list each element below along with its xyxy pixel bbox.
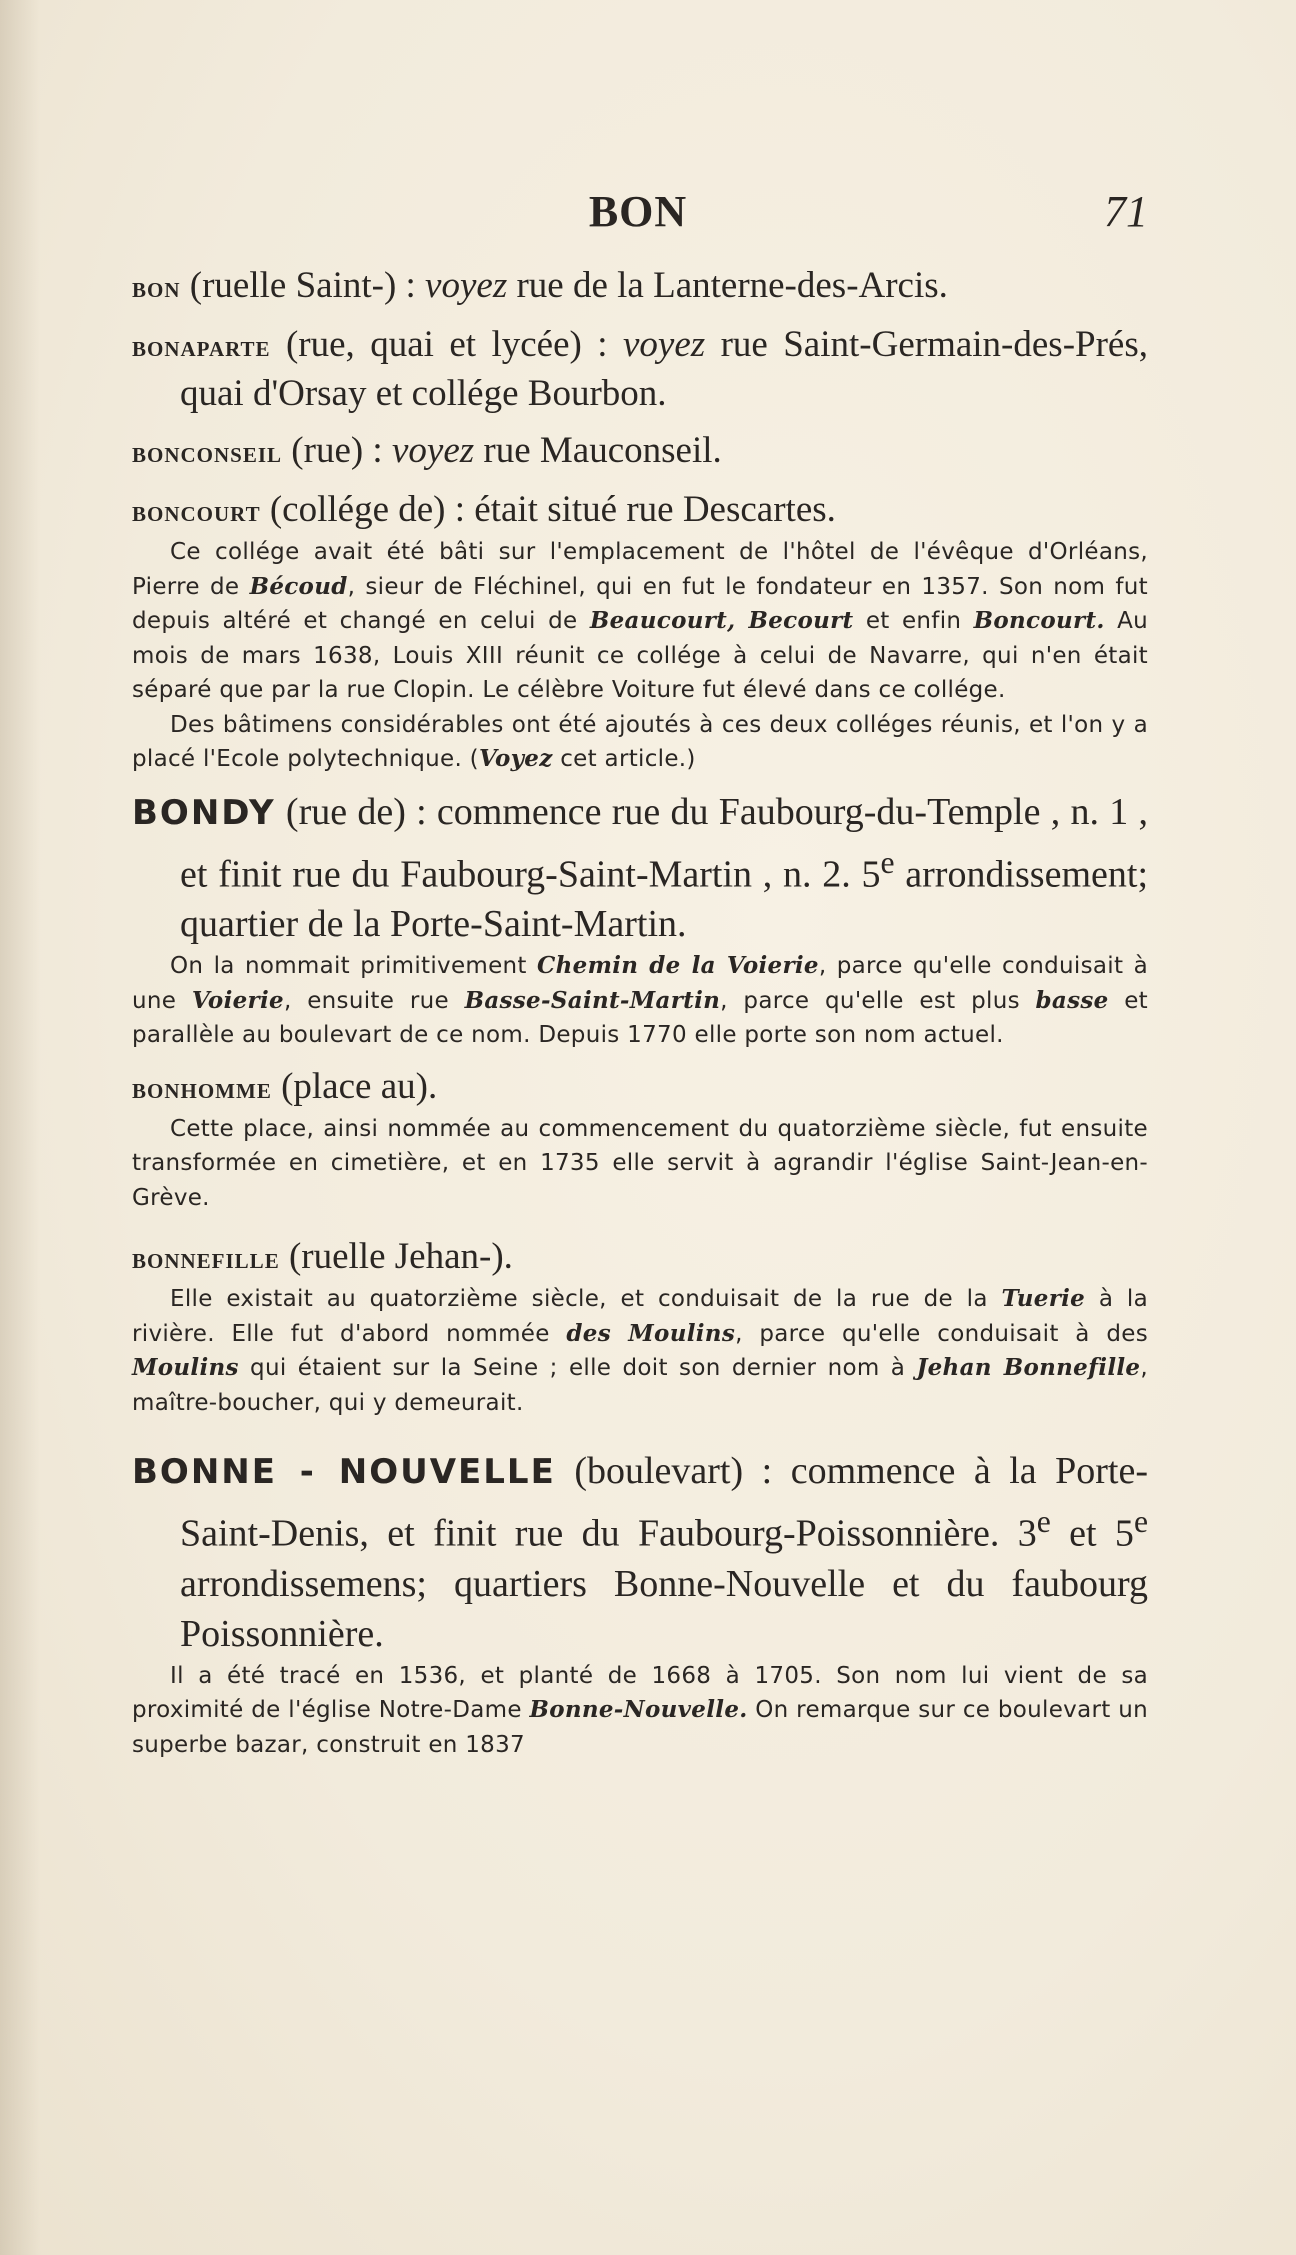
headword: BONNE - NOUVELLE: [132, 1452, 556, 1493]
body-text: Au mois de mars 1638, Louis XIII réunit ce collége à celui de Navarre, qui n'en était séparé que par la rue Clopin. Le célèbre Voiture fut élevé dans ce collége.: [132, 608, 1148, 703]
headword: BONDY: [132, 792, 276, 833]
body-text: Elle existait au quatorzième siècle, et conduisait de la rue de la: [170, 1286, 1002, 1313]
body-italic: des Moulins: [566, 1319, 736, 1347]
entry-text: (ruelle Saint-) :: [180, 265, 426, 306]
entry-text: (rue, quai et lycée) :: [270, 324, 623, 365]
entry-text: (boulevart) : commence à la Porte-Saint-Denis, et finit rue du Faubourg-Poissonnière. 3: [180, 1450, 1148, 1555]
headword: boncourt: [132, 495, 261, 528]
superscript: e: [880, 844, 895, 880]
entry-text: rue Saint-Germain-des-Prés, quai d'Orsay et collége Bourbon.: [180, 324, 1148, 414]
headword: bonnefille: [132, 1242, 280, 1276]
entry-text: rue Mauconseil.: [474, 430, 722, 471]
body-text: On la nommait primitivement: [170, 953, 538, 980]
body-italic: Moulins: [132, 1354, 239, 1382]
body-text: , sieur de Fléchinel, qui en fut le fondateur en 1357. Son nom fut depuis altéré et changé en celui de: [132, 573, 1148, 634]
entry-body-paragraph: [132, 949, 1148, 1053]
entry-italic: voyez: [391, 430, 475, 471]
spine-shadow: [0, 0, 40, 2255]
body-italic: basse: [1035, 986, 1109, 1014]
body-text: Ce collége avait été bâti sur l'emplacement de l'hôtel de l'évêque d'Orléans, Pierre de: [132, 539, 1148, 600]
entry-text: arrondissement; quartier de la Porte-Saint-Martin.: [180, 853, 1148, 946]
body-italic: Boncourt.: [973, 607, 1105, 634]
body-text: , parce qu'elle est plus: [720, 987, 1036, 1014]
body-text: , parce qu'elle conduisait à des: [735, 1320, 1148, 1347]
entry-bonne-nouvelle: [132, 1446, 1148, 1659]
body-text: , maître-boucher, qui y demeurait.: [132, 1355, 1148, 1416]
entry-text: et 5: [1050, 1512, 1134, 1555]
body-text: qui étaient sur la Seine ; elle doit son dernier nom à: [238, 1355, 917, 1382]
body-italic: Chemin de la Voierie: [537, 952, 819, 980]
entry-bondy: [132, 787, 1148, 950]
body-text: On remarque sur ce boulevart un superbe bazar, construit en 1837: [132, 1697, 1148, 1758]
body-text: Il a été tracé en 1536, et planté de 1668 à 1705. Son nom lui vient de sa proximité de l'église Notre-Dame: [132, 1662, 1148, 1724]
body-text: et enfin: [853, 608, 974, 634]
entry-body-paragraph: [132, 1659, 1148, 1763]
body-text: , parce qu'elle conduisait à une: [132, 953, 1148, 1014]
entry-bon: [132, 262, 1148, 311]
page-header: [128, 186, 1148, 246]
entry-text: arrondissemens; quartiers Bonne-Nouvelle et du faubourg Poissonnière.: [180, 1562, 1148, 1655]
entry-bonnefille: [132, 1233, 1148, 1282]
body-italic: Bécoud: [249, 572, 348, 600]
body-italic: Jehan Bonnefille: [916, 1354, 1141, 1382]
entry-boncourt: [132, 486, 1148, 535]
entry-text: (rue) :: [282, 430, 392, 471]
body-text: Cette place, ainsi nommée au commencement du quatorzième siècle, fut ensuite transformée en cimetière, et en 1735 elle servit à agrandir l'église Saint-Jean-en-Grève.: [132, 1115, 1148, 1211]
body-italic: Beaucourt, Becourt: [589, 607, 854, 634]
entry-text: rue de la Lanterne-des-Arcis.: [507, 265, 948, 306]
entry-text: (collége de) : était situé rue Descartes.: [260, 489, 836, 530]
superscript: e: [1133, 1504, 1148, 1540]
body-text: et parallèle au boulevart de ce nom. Depuis 1770 elle porte son nom actuel.: [132, 987, 1149, 1049]
entry-italic: voyez: [425, 265, 508, 306]
headword: bonaparte: [132, 330, 271, 363]
entry-text: (rue de) : commence rue du Faubourg-du-Temple , n. 1 , et finit rue du Faubourg-Saint-Martin , n. 2. 5: [180, 790, 1148, 896]
page-number: 71: [1104, 187, 1148, 236]
body-italic: Bonne-Nouvelle.: [529, 1696, 748, 1724]
entry-bonaparte: [132, 321, 1148, 417]
body-text: à la rivière. Elle fut d'abord nommée: [132, 1286, 1149, 1347]
entry-body-paragraph: [132, 708, 1148, 777]
headword: bonhomme: [132, 1071, 272, 1105]
body-text: cet article.): [552, 746, 696, 772]
entry-italic: voyez: [622, 324, 706, 365]
entry-body-paragraph: [132, 535, 1148, 708]
entry-body-paragraph: [132, 1112, 1148, 1216]
body-italic: Voyez: [478, 745, 553, 772]
body-italic: Tuerie: [1001, 1285, 1086, 1313]
entry-bonconseil: [132, 427, 1148, 476]
entry-body-paragraph: [132, 1282, 1148, 1420]
body-italic: Voierie: [191, 986, 284, 1014]
entry-bonhomme: [132, 1063, 1148, 1112]
dictionary-content: [132, 262, 1148, 1762]
headword: bonconseil: [132, 436, 283, 469]
entry-text: (ruelle Jehan-).: [279, 1236, 513, 1278]
body-text: , ensuite rue: [283, 987, 465, 1014]
body-text: Des bâtimens considérables ont été ajoutés à ces deux colléges réunis, et l'on y a placé l'Ecole polytechnique. (: [132, 711, 1148, 772]
superscript: e: [1036, 1504, 1051, 1540]
body-italic: Basse-Saint-Martin: [464, 986, 721, 1014]
headword: bon: [132, 271, 181, 304]
entry-text: (place au).: [271, 1065, 438, 1107]
running-head: BON: [588, 187, 688, 236]
